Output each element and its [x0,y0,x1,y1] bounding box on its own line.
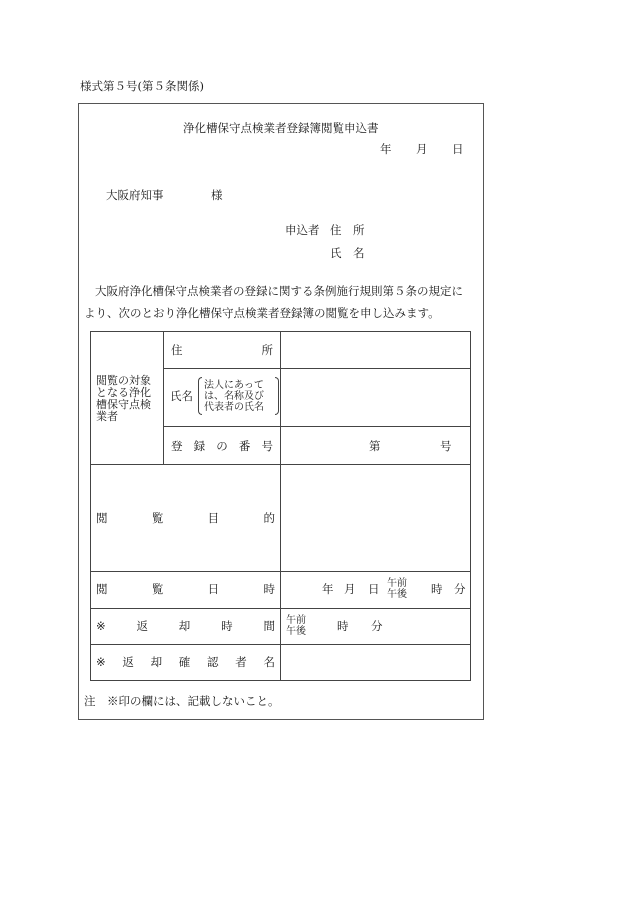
row-divider [163,426,471,427]
form-title: 浄化槽保守点検業者登録簿閲覧申込書 [183,121,379,135]
return-hour: 時 [337,619,349,633]
datetime-year: 年 [322,582,334,596]
address-label: 住 所 [171,343,273,357]
return-minute: 分 [371,619,383,633]
return-time-label: ※ 返 却 時 間 [96,619,275,633]
applicant-address-label: 住 所 [330,223,365,237]
left-bracket [198,377,202,415]
datetime-hour: 時 [431,582,443,596]
right-bracket [275,377,279,415]
date-year-label: 年 [380,142,392,156]
target-business-label: 閲覧の対象 となる浄化 槽保守点検 業者 [96,374,151,423]
registration-number-label: 登 録 の 番 号 [171,439,273,453]
column-divider [280,331,281,681]
date-month-label: 月 [416,142,428,156]
name-label: 氏名 [170,389,193,403]
datetime-month: 月 [344,582,356,596]
return-ampm: 午前 午後 [286,615,306,637]
body-text-line-1: 大阪府浄化槽保守点検業者の登録に関する条例施行規則第５条の規定に [95,284,463,298]
body-text-line-2: より、次のとおり浄化槽保守点検業者登録簿の閲覧を申し込みます。 [84,306,440,320]
name-note: 法人にあって は、名称及び 代表者の氏名 [204,380,264,413]
datetime-minute: 分 [454,582,466,596]
footnote: 注 ※印の欄には、記載しないこと。 [84,694,280,708]
return-confirmer-label: ※ 返 却 確 認 者 名 [96,655,275,669]
inspection-datetime-label: 閲 覧 日 時 [96,582,275,596]
addressee-name: 大阪府知事 [106,188,164,202]
applicant-label: 申込者 [285,223,320,237]
registration-number-suffix: 号 [440,439,452,453]
datetime-day: 日 [368,582,380,596]
date-day-label: 日 [452,142,464,156]
datetime-ampm: 午前 午後 [387,578,407,600]
row-divider [163,368,471,369]
applicant-name-label: 氏 名 [330,246,365,260]
inspection-purpose-label: 閲 覧 目 的 [96,511,275,525]
addressee-honorific: 様 [211,188,223,202]
column-divider [163,331,164,464]
registration-number-prefix: 第 [369,439,381,453]
form-number-label: 様式第５号(第５条関係) [80,79,204,93]
